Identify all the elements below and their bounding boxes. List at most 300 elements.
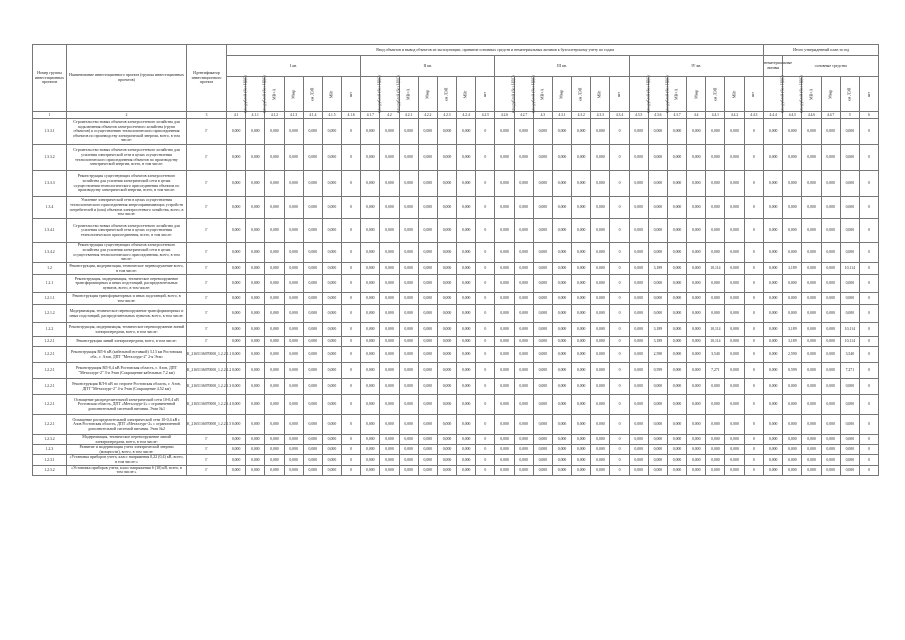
value-cell: 0,000 — [533, 275, 552, 293]
value-cell: 0,000 — [687, 323, 706, 337]
value-cell: 0,000 — [687, 435, 706, 445]
total-cell: 3,189 — [783, 263, 802, 275]
value-cell: 0,000 — [629, 171, 648, 197]
column-index: 4.1.2 — [265, 112, 284, 119]
project-id: Г — [187, 455, 227, 465]
total-cell: 0,000 — [764, 323, 783, 337]
value-cell: 0,000 — [303, 347, 322, 363]
value-cell: 0,000 — [265, 435, 284, 445]
total-cell: 0,000 — [783, 293, 802, 305]
value-cell: 0,000 — [418, 435, 437, 445]
total-cell: 0,000 — [764, 305, 783, 323]
value-cell: 0,000 — [399, 337, 418, 347]
value-cell: 0,000 — [667, 415, 686, 435]
unit-subheader: Мвар — [284, 77, 303, 112]
value-cell: 0 — [744, 145, 763, 171]
value-cell: 0,000 — [667, 197, 686, 219]
value-cell: 0 — [610, 243, 629, 263]
value-cell: 0,000 — [265, 395, 284, 415]
value-cell: 0,000 — [399, 395, 418, 415]
total-cell: 0,000 — [821, 119, 840, 145]
total-cell: 0,000 — [840, 379, 859, 395]
table-row — [33, 263, 879, 275]
value-cell: 0,000 — [303, 219, 322, 243]
value-cell: 0 — [476, 455, 495, 465]
total-cell: 0,000 — [802, 119, 821, 145]
total-cell: 0,000 — [783, 305, 802, 323]
total-cell: 0 — [859, 305, 878, 323]
value-cell: 0,000 — [227, 363, 246, 379]
value-cell: 0,000 — [514, 465, 533, 475]
value-cell: 0,000 — [591, 171, 610, 197]
value-cell: 0,000 — [495, 337, 514, 347]
value-cell: 0,000 — [629, 119, 648, 145]
value-cell: 0,000 — [246, 363, 265, 379]
value-cell: 0,000 — [706, 379, 725, 395]
total-cell: 0 — [859, 219, 878, 243]
unit-subheader: МВт — [457, 77, 476, 112]
value-cell: 0,000 — [725, 197, 744, 219]
value-cell: 0,000 — [322, 363, 341, 379]
value-cell: 0,000 — [284, 243, 303, 263]
value-cell: 0,000 — [380, 415, 399, 435]
table-row — [33, 445, 879, 455]
value-cell: 0,000 — [380, 197, 399, 219]
value-cell: 0,000 — [648, 145, 667, 171]
value-cell: 0,000 — [629, 445, 648, 455]
total-cell: 0,000 — [783, 219, 802, 243]
total-cell: 0 — [859, 171, 878, 197]
value-cell: 0,000 — [667, 337, 686, 347]
value-cell: 0,000 — [322, 275, 341, 293]
value-cell: 0,000 — [572, 171, 591, 197]
total-cell: 0,000 — [764, 263, 783, 275]
value-cell: 0,000 — [687, 145, 706, 171]
value-cell: 0,000 — [303, 243, 322, 263]
value-cell: 0,000 — [591, 395, 610, 415]
quarter-header: IV кв. — [629, 56, 763, 77]
total-cell: 0,000 — [802, 263, 821, 275]
value-cell: 0,000 — [418, 119, 437, 145]
value-cell: 0 — [476, 119, 495, 145]
value-cell: 0 — [342, 219, 361, 243]
value-cell: 0,000 — [303, 323, 322, 337]
row-number: 1.2.2.1 — [33, 395, 67, 415]
value-cell: 0,000 — [399, 455, 418, 465]
unit-subheader: МВ×А — [667, 77, 686, 112]
value-cell: 0,000 — [591, 197, 610, 219]
project-name: Реконструкция линий электропередачи, всего, в том числе: — [67, 337, 187, 347]
value-cell: 0,000 — [303, 395, 322, 415]
total-cell: 0,000 — [821, 145, 840, 171]
column-index: 4.3.4 — [610, 112, 629, 119]
column-index: 6 — [859, 112, 878, 119]
total-cell: 0,000 — [783, 435, 802, 445]
value-cell: 0,000 — [361, 435, 380, 445]
value-cell: 0,000 — [667, 263, 686, 275]
value-cell: 0,000 — [227, 305, 246, 323]
value-cell: 0 — [610, 363, 629, 379]
value-cell: 0,000 — [284, 465, 303, 475]
total-cell: 0,000 — [764, 337, 783, 347]
value-cell: 0,000 — [687, 119, 706, 145]
value-cell: 0 — [476, 379, 495, 395]
value-cell: 0 — [610, 445, 629, 455]
value-cell: 0,000 — [667, 305, 686, 323]
value-cell: 0,000 — [303, 197, 322, 219]
total-cell: 3,189 — [783, 337, 802, 347]
total-cell: 0,000 — [840, 415, 859, 435]
value-cell: 0,000 — [322, 293, 341, 305]
value-cell: 0,000 — [706, 293, 725, 305]
project-name: Развитие и модернизация учета электрической энергии (мощности), всего, в том числе: — [67, 445, 187, 455]
total-cell: 0,000 — [840, 445, 859, 455]
value-cell: 0,000 — [322, 305, 341, 323]
value-cell: 0,000 — [687, 455, 706, 465]
total-cell: 0,000 — [802, 243, 821, 263]
total-cell: 0,000 — [764, 197, 783, 219]
column-index: 4.2.1 — [399, 112, 418, 119]
project-id: Г — [187, 219, 227, 243]
value-cell: 0,000 — [572, 197, 591, 219]
table-row — [33, 275, 879, 293]
value-cell: 0,000 — [629, 145, 648, 171]
total-cell: 0,000 — [802, 363, 821, 379]
value-cell: 0,000 — [552, 119, 571, 145]
total-cell: 0,000 — [783, 395, 802, 415]
value-cell: 0,000 — [725, 293, 744, 305]
unit-subheader: км ЛЭП — [572, 77, 591, 112]
total-cell: 7,271 — [840, 363, 859, 379]
unit-subheader: млн рублей (без НДС) — [361, 77, 380, 112]
value-cell: 0 — [744, 445, 763, 455]
value-cell: 0,000 — [361, 275, 380, 293]
total-cell: 0 — [859, 145, 878, 171]
total-cell: 0,000 — [840, 305, 859, 323]
value-cell: 0,000 — [629, 347, 648, 363]
total-cell: 0 — [859, 379, 878, 395]
project-name: Модернизация, техническое перевооружение трансформаторных и иных подстанций, распределительных пунктов, всего, в том числе: — [67, 305, 187, 323]
value-cell: 0 — [610, 293, 629, 305]
value-cell: 0,000 — [591, 435, 610, 445]
value-cell: 0,000 — [687, 415, 706, 435]
value-cell: 0 — [476, 445, 495, 455]
value-cell: 0,000 — [399, 465, 418, 475]
value-cell: 0,000 — [303, 119, 322, 145]
unit-subheader: шт — [859, 77, 878, 112]
value-cell: 0,000 — [303, 415, 322, 435]
value-cell: 0,000 — [495, 465, 514, 475]
total-cell: 0,000 — [764, 347, 783, 363]
table-row — [33, 243, 879, 263]
value-cell: 0,000 — [265, 171, 284, 197]
unit-subheader: МВ×А — [802, 77, 821, 112]
total-cell: 0,000 — [840, 243, 859, 263]
value-cell: 0,000 — [495, 275, 514, 293]
table-row — [33, 145, 879, 171]
column-index: 4.4 — [687, 112, 706, 119]
table-row — [33, 293, 879, 305]
column-index: 4.4.4 — [764, 112, 783, 119]
value-cell: 3,189 — [648, 337, 667, 347]
value-cell: 0,000 — [552, 323, 571, 337]
unit-subheader: Мвар — [418, 77, 437, 112]
value-cell: 0,000 — [572, 145, 591, 171]
value-cell: 0,000 — [533, 305, 552, 323]
value-cell: 0,000 — [246, 145, 265, 171]
value-cell: 0,000 — [303, 445, 322, 455]
value-cell: 0,000 — [265, 275, 284, 293]
value-cell: 0,000 — [572, 363, 591, 379]
value-cell: 0,000 — [648, 415, 667, 435]
total-cell: 0 — [859, 243, 878, 263]
value-cell: 0,000 — [246, 445, 265, 455]
value-cell: 0,000 — [361, 145, 380, 171]
value-cell: 0,000 — [591, 263, 610, 275]
total-cell: 0,000 — [821, 275, 840, 293]
value-cell: 0,000 — [667, 455, 686, 465]
unit-subheader: млн рублей (без НДС) — [246, 77, 265, 112]
total-cell: 0,000 — [840, 455, 859, 465]
value-cell: 0,000 — [322, 435, 341, 445]
value-cell: 0,000 — [572, 305, 591, 323]
value-cell: 0,000 — [706, 119, 725, 145]
value-cell: 0,000 — [246, 337, 265, 347]
value-cell: 0,000 — [380, 293, 399, 305]
value-cell: 0,000 — [591, 465, 610, 475]
value-cell: 0,000 — [495, 323, 514, 337]
value-cell: 0 — [610, 455, 629, 465]
value-cell: 0,000 — [284, 337, 303, 347]
column-index: 4.1.4 — [303, 112, 322, 119]
value-cell: 0,000 — [457, 197, 476, 219]
value-cell: 0,000 — [418, 293, 437, 305]
total-cell: 0,000 — [783, 445, 802, 455]
table-row — [33, 415, 879, 435]
value-cell: 0,000 — [495, 395, 514, 415]
value-cell: 0,000 — [629, 435, 648, 445]
unit-subheader: млн рублей (без НДС) — [495, 77, 514, 112]
value-cell: 0 — [610, 197, 629, 219]
value-cell: 0,000 — [514, 415, 533, 435]
project-name: Реконструкция существующих объектов электросетевого хозяйства для усиления электрической сети в целях осуществления технологического присоединения, всего, в том числе: — [67, 243, 187, 263]
value-cell: 0,000 — [514, 395, 533, 415]
value-cell: 0 — [744, 465, 763, 475]
value-cell: 0,000 — [572, 243, 591, 263]
value-cell: 0,000 — [667, 465, 686, 475]
total-cell: 0,000 — [802, 305, 821, 323]
value-cell: 0,000 — [380, 465, 399, 475]
value-cell: 0 — [342, 171, 361, 197]
row-number: 1.3.3.1 — [33, 119, 67, 145]
value-cell: 0 — [342, 379, 361, 395]
column-index: 4.3 — [533, 112, 552, 119]
value-cell: 0 — [476, 145, 495, 171]
value-cell: 0,000 — [399, 415, 418, 435]
column-index: 4.3.2 — [572, 112, 591, 119]
value-cell: 0,000 — [265, 363, 284, 379]
value-cell: 0,000 — [246, 379, 265, 395]
value-cell: 0,000 — [495, 119, 514, 145]
value-cell: 0,000 — [533, 243, 552, 263]
unit-subheader: МВт — [322, 77, 341, 112]
value-cell: 0,000 — [533, 435, 552, 445]
value-cell: 0,000 — [303, 337, 322, 347]
total-cell: 3,189 — [783, 323, 802, 337]
value-cell: 0,000 — [322, 197, 341, 219]
value-cell: 0,000 — [246, 465, 265, 475]
unit-subheader: км ЛЭП — [437, 77, 456, 112]
value-cell: 0,000 — [495, 379, 514, 395]
value-cell: 0,000 — [629, 395, 648, 415]
value-cell: 0,000 — [284, 455, 303, 465]
row-number: 1.2.2.1 — [33, 379, 67, 395]
unit-subheader: Мвар — [552, 77, 571, 112]
value-cell: 0,000 — [514, 119, 533, 145]
value-cell: 0 — [342, 197, 361, 219]
value-cell: 0,000 — [706, 415, 725, 435]
value-cell: 0,000 — [246, 263, 265, 275]
project-id: К_2165136070000_1.2.2.1.5 — [187, 415, 227, 435]
value-cell: 3,540 — [706, 347, 725, 363]
quarter-header: III кв. — [495, 56, 629, 77]
project-id: К_2165136070000_1.2.2.1.1 — [187, 347, 227, 363]
column-index: 4.2.2 — [418, 112, 437, 119]
value-cell: 0,000 — [591, 243, 610, 263]
value-cell: 0,000 — [667, 323, 686, 337]
total-cell: 0,000 — [821, 465, 840, 475]
value-cell: 0 — [476, 263, 495, 275]
value-cell: 0 — [744, 197, 763, 219]
value-cell: 0,000 — [533, 293, 552, 305]
unit-subheader: шт — [342, 77, 361, 112]
value-cell: 0 — [744, 293, 763, 305]
value-cell: 0 — [610, 119, 629, 145]
value-cell: 0,000 — [380, 171, 399, 197]
value-cell: 0 — [744, 347, 763, 363]
project-name: Оснащение распределительной электрической сети 10-0,4 кВ г. Азов Ростовская область, ДПТ «Металлург-2» с ограниченной дополнительной системой питания. Этап №2 — [67, 415, 187, 435]
value-cell: 0,000 — [418, 197, 437, 219]
total-cell: 0,000 — [821, 379, 840, 395]
value-cell: 0,000 — [284, 145, 303, 171]
value-cell: 0,000 — [457, 323, 476, 337]
value-cell: 0,000 — [303, 293, 322, 305]
value-cell: 0 — [476, 465, 495, 475]
value-cell: 0,000 — [572, 395, 591, 415]
value-cell: 0 — [744, 275, 763, 293]
total-cell: 2,590 — [783, 347, 802, 363]
value-cell: 0,000 — [552, 435, 571, 445]
value-cell: 0,000 — [457, 363, 476, 379]
value-cell: 0,000 — [227, 243, 246, 263]
value-cell: 0,000 — [227, 197, 246, 219]
value-cell: 0 — [744, 363, 763, 379]
col-number-header: Номер группы инвестиционных проектов — [33, 45, 67, 112]
value-cell: 0,000 — [418, 323, 437, 337]
column-index: 4.3.7 — [667, 112, 686, 119]
table-row — [33, 395, 879, 415]
value-cell: 0,000 — [457, 455, 476, 465]
value-cell: 0 — [610, 263, 629, 275]
unit-subheader: млн рублей (без НДС) — [514, 77, 533, 112]
total-cell: 0,000 — [802, 395, 821, 415]
value-cell: 0,000 — [648, 275, 667, 293]
value-cell: 0,000 — [284, 415, 303, 435]
value-cell: 0,000 — [591, 347, 610, 363]
value-cell: 0,000 — [322, 445, 341, 455]
period-group-header: Ввод объектов и вывод объектов из эксплуатации, принятие основных средств и нематериальных активов к бухгалтерскому учету по годам — [227, 45, 764, 56]
value-cell: 0,000 — [322, 243, 341, 263]
value-cell: 0 — [610, 323, 629, 337]
value-cell: 0,000 — [687, 379, 706, 395]
value-cell: 0,000 — [265, 219, 284, 243]
value-cell: 0,000 — [725, 337, 744, 347]
value-cell: 0,000 — [725, 395, 744, 415]
value-cell: 0,000 — [265, 347, 284, 363]
total-cell: 10,114 — [840, 263, 859, 275]
column-index: 1 — [33, 112, 67, 119]
row-number: 1.2.3.2 — [33, 435, 67, 445]
project-id: Г — [187, 305, 227, 323]
value-cell: 0,000 — [552, 363, 571, 379]
value-cell: 0,000 — [552, 395, 571, 415]
value-cell: 0,000 — [437, 119, 456, 145]
value-cell: 0,000 — [725, 243, 744, 263]
value-cell: 0,000 — [246, 119, 265, 145]
value-cell: 0,000 — [687, 275, 706, 293]
value-cell: 0,000 — [322, 415, 341, 435]
total-cell: 0,000 — [802, 197, 821, 219]
value-cell: 0,000 — [284, 119, 303, 145]
value-cell: 0,000 — [380, 455, 399, 465]
value-cell: 0,000 — [591, 219, 610, 243]
value-cell: 0,000 — [533, 263, 552, 275]
value-cell: 0,000 — [648, 197, 667, 219]
value-cell: 0,000 — [284, 263, 303, 275]
total-cell: 0,000 — [802, 415, 821, 435]
unit-subheader: шт — [610, 77, 629, 112]
value-cell: 0,000 — [495, 145, 514, 171]
value-cell: 0,000 — [303, 263, 322, 275]
value-cell: 0,000 — [418, 171, 437, 197]
value-cell: 0,000 — [437, 445, 456, 455]
value-cell: 0,000 — [533, 363, 552, 379]
value-cell: 0,000 — [303, 363, 322, 379]
total-cell: 0,000 — [840, 465, 859, 475]
value-cell: 0,000 — [437, 379, 456, 395]
value-cell: 0,000 — [687, 305, 706, 323]
value-cell: 0,000 — [265, 379, 284, 395]
value-cell: 0,000 — [322, 395, 341, 415]
unit-subheader: МВт — [725, 77, 744, 112]
value-cell: 0,000 — [687, 445, 706, 455]
value-cell: 0 — [342, 465, 361, 475]
value-cell: 0,000 — [552, 465, 571, 475]
table-body — [33, 119, 879, 476]
value-cell: 0,000 — [284, 395, 303, 415]
value-cell: 0,000 — [380, 347, 399, 363]
total-cell: 0,000 — [840, 171, 859, 197]
value-cell: 0 — [744, 435, 763, 445]
value-cell: 0,000 — [418, 219, 437, 243]
value-cell: 0,000 — [514, 275, 533, 293]
report-page — [32, 44, 878, 476]
project-id: Г — [187, 171, 227, 197]
value-cell: 0,000 — [457, 435, 476, 445]
table-row — [33, 171, 879, 197]
value-cell: 0,000 — [265, 455, 284, 465]
value-cell: 0,000 — [591, 293, 610, 305]
